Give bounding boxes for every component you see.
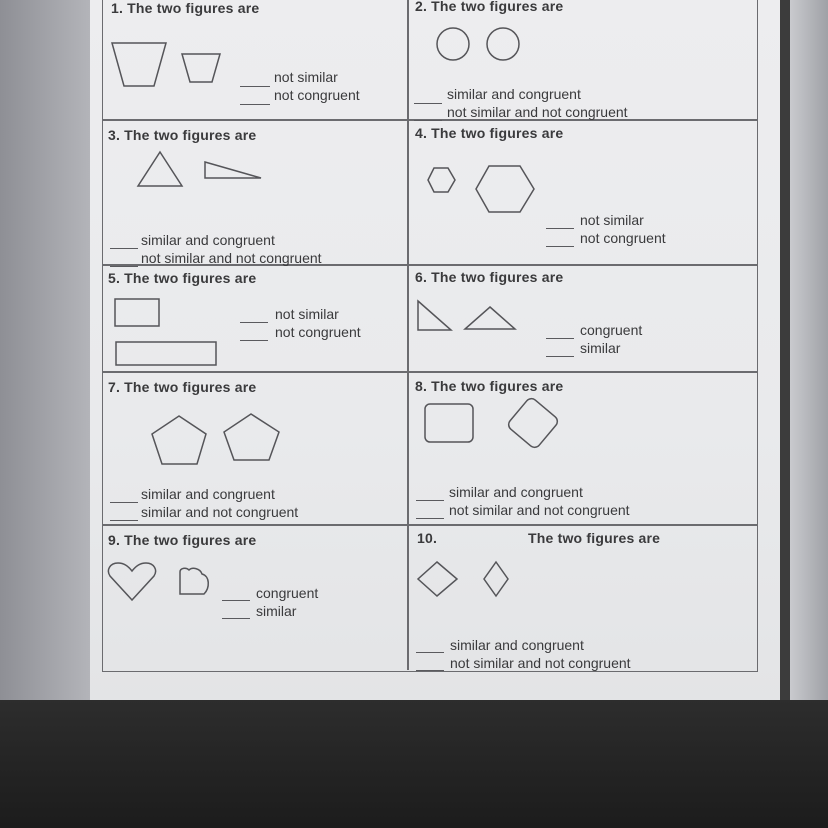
problem-text: The two figures are bbox=[528, 530, 661, 546]
hexagon-large-icon bbox=[474, 164, 538, 216]
problem-text: The two figures are bbox=[431, 0, 564, 14]
problem-7-prompt bbox=[108, 379, 256, 395]
answer-blank[interactable] bbox=[416, 500, 444, 501]
problem-number: 8. bbox=[415, 378, 428, 394]
row-divider bbox=[102, 371, 758, 373]
option-label: similar and congruent bbox=[447, 86, 581, 102]
option-label: congruent bbox=[580, 322, 643, 338]
option-label: not similar and not congruent bbox=[450, 655, 631, 671]
rotated-rounded-square-icon bbox=[500, 392, 566, 454]
problem-3-prompt bbox=[108, 127, 256, 143]
hexagon-small-icon bbox=[426, 166, 458, 196]
background-bottom bbox=[0, 700, 828, 828]
problem-1-prompt bbox=[111, 0, 259, 16]
heart-large-icon bbox=[106, 560, 160, 604]
option-label: similar and congruent bbox=[450, 637, 584, 653]
answer-blank[interactable] bbox=[222, 618, 250, 619]
option-label: not similar and not congruent bbox=[447, 104, 628, 120]
answer-blank[interactable] bbox=[416, 518, 444, 519]
option-label: similar and congruent bbox=[449, 484, 583, 500]
answer-blank[interactable] bbox=[414, 120, 442, 121]
problem-5-prompt bbox=[108, 270, 256, 286]
rhombus-wide-icon bbox=[416, 560, 462, 600]
answer-blank[interactable] bbox=[546, 228, 574, 229]
answer-blank[interactable] bbox=[110, 502, 138, 503]
answer-blank[interactable] bbox=[222, 600, 250, 601]
problem-text: The two figures are bbox=[124, 127, 257, 143]
option-label: not congruent bbox=[275, 324, 361, 340]
answer-blank[interactable] bbox=[240, 86, 270, 87]
trapezoid-small-icon bbox=[180, 52, 225, 86]
row-divider bbox=[102, 524, 758, 526]
column-divider bbox=[407, 0, 409, 670]
triangle-isosceles-icon bbox=[136, 150, 186, 190]
option-label: not similar and not congruent bbox=[141, 250, 322, 266]
option-label: not congruent bbox=[274, 87, 360, 103]
answer-blank[interactable] bbox=[240, 104, 270, 105]
problem-number: 2. bbox=[415, 0, 428, 14]
option-label: not similar bbox=[580, 212, 644, 228]
pentagon-icon bbox=[222, 412, 284, 464]
heart-small-icon bbox=[176, 566, 212, 598]
right-triangle-icon bbox=[415, 298, 455, 334]
answer-blank[interactable] bbox=[240, 322, 268, 323]
answer-blank[interactable] bbox=[414, 103, 442, 104]
pentagon-icon bbox=[150, 414, 212, 468]
trapezoid-large-icon bbox=[110, 40, 170, 90]
square-icon bbox=[113, 297, 163, 329]
option-label: not similar bbox=[274, 69, 338, 85]
problem-9-prompt bbox=[108, 532, 256, 548]
problem-4-prompt bbox=[415, 125, 563, 141]
option-label: similar bbox=[580, 340, 621, 356]
rounded-square-icon bbox=[423, 402, 477, 446]
problem-number: 3. bbox=[108, 127, 121, 143]
rhombus-narrow-icon bbox=[482, 560, 512, 600]
problem-number: 9. bbox=[108, 532, 121, 548]
problem-text: The two figures are bbox=[127, 0, 260, 16]
answer-blank[interactable] bbox=[416, 652, 444, 653]
answer-blank[interactable] bbox=[546, 356, 574, 357]
answer-blank[interactable] bbox=[110, 266, 138, 267]
option-label: similar and congruent bbox=[141, 486, 275, 502]
problem-number: 4. bbox=[415, 125, 428, 141]
isosceles-triangle-icon bbox=[463, 305, 519, 333]
option-label: not congruent bbox=[580, 230, 666, 246]
rectangle-icon bbox=[114, 340, 220, 368]
problem-6-prompt bbox=[415, 269, 563, 285]
answer-blank[interactable] bbox=[240, 340, 268, 341]
problem-number: 6. bbox=[415, 269, 428, 285]
triangle-right-thin-icon bbox=[203, 160, 265, 182]
problem-text: The two figures are bbox=[124, 532, 257, 548]
option-label: not similar and not congruent bbox=[449, 502, 630, 518]
answer-blank[interactable] bbox=[110, 520, 138, 521]
problem-number: 7. bbox=[108, 379, 121, 395]
problem-text: The two figures are bbox=[431, 125, 564, 141]
problem-text: The two figures are bbox=[124, 379, 257, 395]
circle-icon bbox=[435, 26, 475, 66]
option-label: similar and not congruent bbox=[141, 504, 299, 520]
problem-number: 5. bbox=[108, 270, 121, 286]
problem-text: The two figures are bbox=[124, 270, 257, 286]
answer-blank[interactable] bbox=[110, 248, 138, 249]
problem-number: 10. bbox=[417, 530, 438, 546]
background-left bbox=[0, 0, 92, 705]
option-label: congruent bbox=[256, 585, 319, 601]
option-label: not similar bbox=[275, 306, 339, 322]
circle-icon bbox=[485, 26, 525, 66]
answer-blank[interactable] bbox=[546, 338, 574, 339]
problem-2-prompt bbox=[415, 0, 563, 14]
option-label: similar bbox=[256, 603, 297, 619]
option-label: similar and congruent bbox=[141, 232, 275, 248]
answer-blank[interactable] bbox=[546, 246, 574, 247]
problem-text: The two figures are bbox=[431, 269, 564, 285]
answer-blank[interactable] bbox=[416, 670, 444, 671]
problem-number: 1. bbox=[111, 0, 124, 16]
problem-text: The two figures are bbox=[431, 378, 564, 394]
background-right bbox=[790, 0, 828, 700]
